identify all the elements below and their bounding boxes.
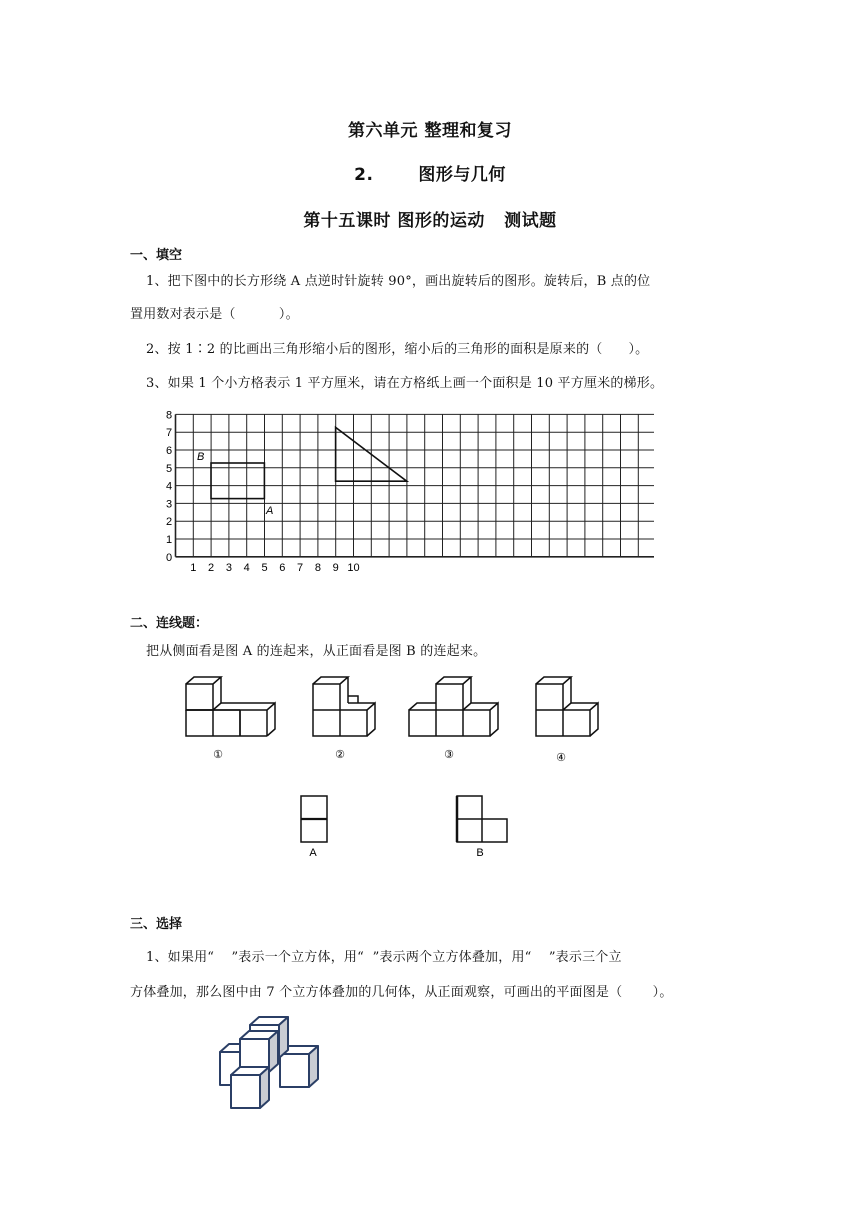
cube-views-figure: [180, 672, 610, 864]
figure-label-4: ④: [556, 752, 566, 764]
q2-text: 2、按 1∶2 的比画出三角形缩小后的图形，缩小后的三角形的面积是原来的（ ）。: [146, 342, 649, 357]
cube-figure-3: [409, 677, 498, 736]
y-tick-label: 1: [165, 534, 173, 546]
cube-middle: [240, 1031, 278, 1072]
view-a-figure: [301, 796, 327, 842]
view-b-figure: [457, 796, 507, 842]
lesson-title: 第十五课时 图形的运动 测试题: [303, 211, 557, 231]
point-b-label: B: [197, 451, 205, 463]
unit-title: 第六单元 整理和复习: [348, 121, 512, 141]
section-matching-heading: 二、连线题：: [130, 616, 209, 631]
y-tick-label: 2: [165, 516, 173, 529]
y-tick-label: 6: [165, 445, 173, 457]
y-tick-label: 3: [165, 498, 173, 511]
seven-cube-figure: [214, 1012, 326, 1112]
q1-line2: 置用数对表示是（ ）。: [130, 307, 299, 322]
y-tick-label: 4: [165, 480, 173, 493]
q3-text: 3、如果 1 个小方格表示 1 平方厘米，请在方格纸上画一个面积是 10 平方厘米的梯形。: [146, 376, 664, 391]
x-axis-ticks: [190, 562, 359, 574]
coordinate-grid: [158, 398, 654, 578]
y-axis-ticks: [166, 409, 172, 563]
x-tick-label: 3: [225, 561, 232, 574]
point-a-label: A: [266, 505, 274, 517]
subtitle: 2. 图形与几何: [354, 165, 506, 185]
cube-figure-4: [536, 677, 598, 736]
y-tick-label: 7: [165, 427, 173, 440]
section-fill-heading: 一、填空: [130, 248, 183, 263]
figure-label-1: ①: [213, 749, 223, 761]
rectangle-shape: [211, 463, 264, 499]
figure-label-2: ②: [335, 749, 345, 761]
y-tick-label: 0: [165, 551, 173, 564]
cube-figure-1: [186, 677, 275, 736]
grid-lines: [176, 414, 655, 556]
x-tick-label: 6: [279, 561, 286, 574]
view-label-a: A: [309, 847, 317, 859]
q1-line1: 1、把下图中的长方形绕 A 点逆时针旋转 90°，画出旋转后的图形。旋转后，B 点的位: [146, 274, 651, 289]
x-tick-label: 1: [190, 561, 197, 574]
y-tick-label: 5: [165, 462, 173, 475]
figure-label-3: ③: [444, 749, 454, 761]
section-choice-heading: 三、选择: [130, 917, 183, 932]
choice-q1-line1: 1、如果用“ ”表示一个立方体，用“ ”表示两个立方体叠加，用“ ”表示三个立: [146, 950, 622, 965]
choice-q1-line2: 方体叠加，那么图中由 7 个立方体叠加的几何体，从正面观察，可画出的平面图是（ ）。: [130, 985, 673, 1000]
x-tick-label: 2: [208, 561, 215, 574]
cube-figure-2: [313, 677, 375, 736]
x-tick-label: 5: [261, 561, 268, 574]
x-tick-label: 8: [314, 561, 321, 574]
cube-front: [231, 1067, 269, 1108]
view-label-b: B: [476, 847, 484, 859]
y-tick-label: 8: [165, 409, 173, 422]
x-tick-label: 9: [332, 561, 339, 574]
x-tick-label: 4: [243, 561, 250, 574]
matching-instruction: 把从侧面看是图 A 的连起来，从正面看是图 B 的连起来。: [146, 644, 487, 659]
x-tick-label: 7: [297, 561, 304, 574]
x-tick-label: 10: [347, 561, 360, 574]
